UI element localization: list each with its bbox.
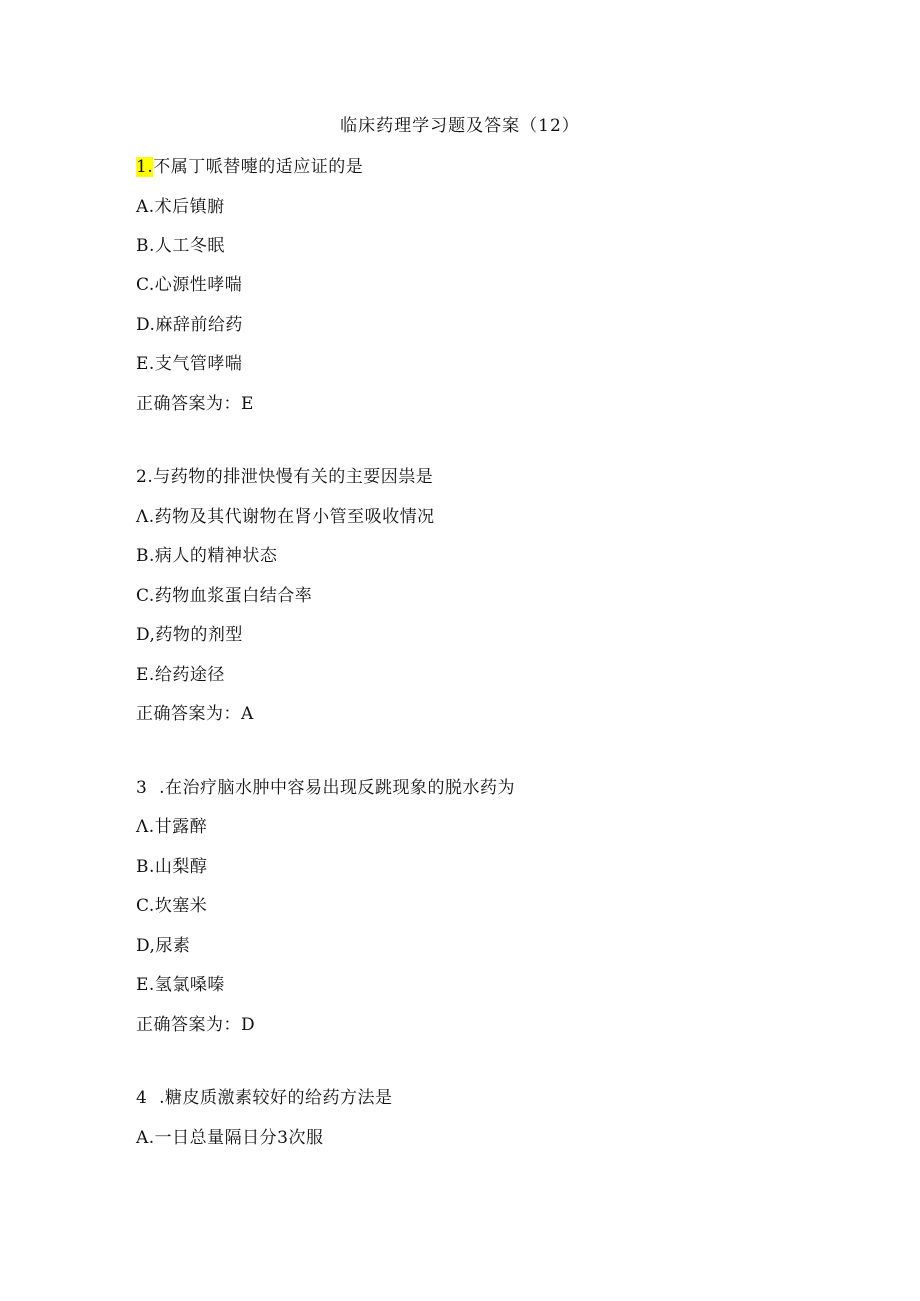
question-1-option-b: B.人工冬眠 xyxy=(136,236,225,256)
question-1-option-a: A.术后镇腑 xyxy=(136,197,225,217)
question-number: 4 . xyxy=(136,1088,166,1108)
question-2-option-a: Λ.药物及其代谢物在肾小管至吸收情况 xyxy=(136,507,435,527)
question-text: 糖皮质激素较好的给药方法是 xyxy=(165,1088,393,1108)
document-title: 临床药理学习题及答案（12） xyxy=(340,116,580,136)
question-number: 1. xyxy=(136,157,154,177)
question-2-option-c: C.药物血浆蛋白结合率 xyxy=(136,586,313,606)
question-number: 3 . xyxy=(136,778,166,798)
question-3-option-b: B.山梨醇 xyxy=(136,857,208,877)
question-3-stem xyxy=(136,776,515,800)
question-1-option-d: D.麻辞前给药 xyxy=(136,315,243,335)
question-3-option-e: E.氢氯嗓嗪 xyxy=(136,975,225,995)
question-4-option-a: A.一日总量隔日分3次服 xyxy=(136,1128,324,1148)
question-text: 在治疗脑水肿中容易出现反跳现象的脱水药为 xyxy=(165,778,516,798)
question-2-stem xyxy=(136,465,433,489)
question-3-answer: 正确答案为：D xyxy=(136,1015,256,1035)
question-3-option-a: Λ.甘露醉 xyxy=(136,817,208,837)
question-1-answer: 正确答案为：E xyxy=(136,394,254,414)
question-3-option-c: C.坎塞米 xyxy=(136,896,208,916)
question-text: 不属丁哌替嚏的适应证的是 xyxy=(153,157,364,177)
question-2-answer: 正确答案为：A xyxy=(136,704,254,724)
question-1-stem xyxy=(136,155,363,179)
question-number: 2. xyxy=(136,467,154,487)
question-1-option-e: E.支气管哮喘 xyxy=(136,354,243,374)
question-4-stem xyxy=(136,1086,393,1110)
question-2-option-d: D,药物的剂型 xyxy=(136,625,243,645)
question-text: 与药物的排泄快慢有关的主要因祟是 xyxy=(153,467,434,487)
question-2-option-e: E.给药途径 xyxy=(136,665,225,685)
question-2-option-b: B.病人的精神状态 xyxy=(136,546,278,566)
question-3-option-d: D,尿素 xyxy=(136,936,191,956)
question-1-option-c: C.心源性哮喘 xyxy=(136,275,243,295)
